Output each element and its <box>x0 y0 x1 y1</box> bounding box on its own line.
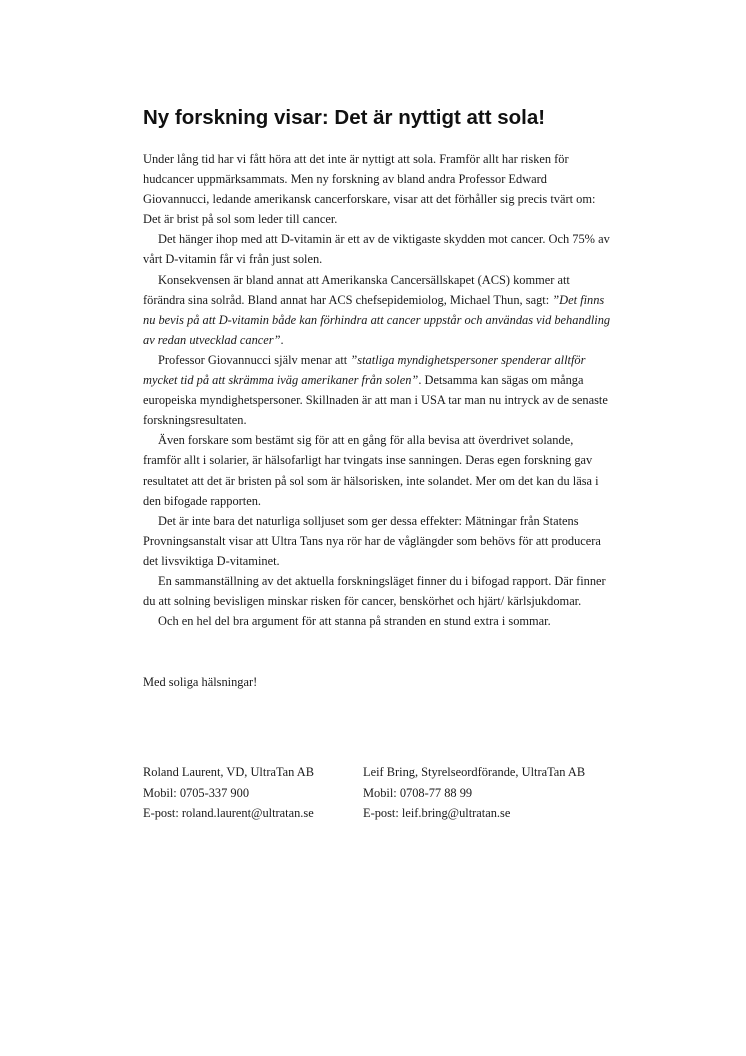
paragraph-6 <box>143 511 613 571</box>
paragraph-text: Konsekvensen är bland annat att Amerikanska Cancersällskapet (ACS) kommer att förändra sina solråd. Bland annat har ACS chefsepidemiolog, Michael Thun, sagt: <box>143 272 570 307</box>
contact-email: E-post: leif.bring@ultratan.se <box>363 806 511 820</box>
paragraph-5 <box>143 430 613 510</box>
closing-greeting: Med soliga hälsningar! <box>143 675 258 689</box>
page-title: Ny forskning visar: Det är nyttigt att sola! <box>143 106 546 129</box>
paragraph-text: . <box>280 332 284 347</box>
contact-name-role: Roland Laurent, VD, UltraTan AB <box>143 765 314 779</box>
quote-thun: ”Det finns nu bevis på att D-vitamin både kan förhindra att cancer uppstår och användas vid behandling av redan utvecklad cancer” <box>143 292 611 347</box>
paragraph-2 <box>143 229 613 269</box>
paragraph-text: Det är inte bara det naturliga solljuset som ger dessa effekter: Mätningar från Statens Provningsanstalt visar att Ultra Tans nya rör har de våglängder som behövs för att producera det livsviktiga D-vitaminet. <box>143 513 601 568</box>
paragraph-1 <box>143 149 613 229</box>
paragraph-7 <box>143 571 613 611</box>
article-body <box>143 149 613 631</box>
contact-mobile: Mobil: 0708-77 88 99 <box>363 785 473 800</box>
contact-roland-laurent <box>143 762 314 824</box>
contact-email: E-post: roland.laurent@ultratan.se <box>143 806 314 820</box>
paragraph-text: . Detsamma kan sägas om många europeiska myndighetspersoner. Skillnaden är att man i USA tar man nu intryck av de senaste forskningsresultaten. <box>143 373 608 428</box>
paragraph-text: Under lång tid har vi fått höra att det inte är nyttigt att sola. Framför allt har risken för hudcancer uppmärksammats. Men ny forskning av bland andra Professor Edward Giovannucci, ledande amerikansk cancerforskare, visar att det förhåller sig precis tvärt om: Det är brist på sol som leder till cancer. <box>143 152 596 227</box>
paragraph-text: Även forskare som bestämt sig för att en gång för alla bevisa att överdrivet solande, framför allt i solarier, är hälsofarligt har tvingats inse sanningen. Deras egen forskning gav resultatet att det är bristen på sol som är hälsorisken, inte solandet. Mer om det kan du läsa i den bifogade rapporten. <box>143 433 599 508</box>
paragraph-8 <box>143 611 613 631</box>
paragraph-text: Det hänger ihop med att D-vitamin är ett av de viktigaste skydden mot cancer. Och 75% av vårt D-vitamin får vi från just solen. <box>143 232 610 267</box>
paragraph-text: Och en hel del bra argument för att stanna på stranden en stund extra i sommar. <box>158 614 551 629</box>
contact-leif-bring <box>363 762 585 824</box>
quote-giovannucci: ”statliga myndighetspersoner spenderar alltför mycket tid på att skrämma iväg amerikaner från solen” <box>143 352 586 388</box>
contact-name-role: Leif Bring, Styrelseordförande, UltraTan AB <box>363 765 586 779</box>
contact-mobile: Mobil: 0705-337 900 <box>143 785 250 800</box>
paragraph-4 <box>143 350 613 430</box>
paragraph-text: En sammanställning av det aktuella forskningsläget finner du i bifogad rapport. Där finner du att solning bevisligen minskar risken för cancer, benskörhet och hjärt/ kärlsjukdomar. <box>143 573 606 609</box>
paragraph-text: Professor Giovannucci själv menar att <box>158 352 351 367</box>
paragraph-3 <box>143 270 613 350</box>
